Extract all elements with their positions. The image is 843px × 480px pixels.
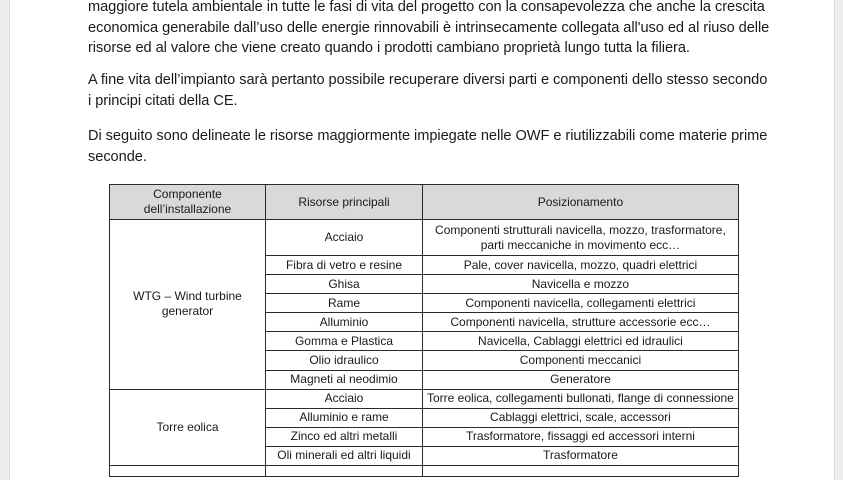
position-cell: Componenti meccanici bbox=[423, 351, 739, 370]
position-cell: Pale, cover navicella, mozzo, quadri elettrici bbox=[423, 256, 739, 275]
paragraph-circular-economy bbox=[88, 0, 770, 59]
header-resources: Risorse principali bbox=[266, 185, 423, 220]
position-cell bbox=[423, 466, 739, 477]
paragraph-line: risorse ed al valore che viene creato quando i prodotti cambiano proprietà lungo tutta la filiera. bbox=[88, 40, 690, 57]
resource-cell: Olio idraulico bbox=[266, 351, 423, 370]
position-cell: Componenti navicella, collegamenti elettrici bbox=[423, 294, 739, 313]
position-line: Componenti strutturali navicella, mozzo, trasformatore, bbox=[435, 222, 726, 237]
component-line: generator bbox=[161, 304, 214, 319]
paragraph-resources-intro bbox=[88, 126, 768, 167]
position-cell: Cablaggi elettrici, scale, accessori bbox=[423, 408, 739, 427]
header-component-line: Componente bbox=[153, 187, 222, 201]
resource-cell: Alluminio bbox=[266, 313, 423, 332]
component-line: WTG – Wind turbine bbox=[133, 289, 242, 304]
paragraph-line: maggiore tutela ambientale in tutte le fasi di vita del progetto con la consapevolezza che anche la crescita bbox=[88, 0, 765, 15]
header-component bbox=[110, 185, 266, 220]
position-cell: Componenti navicella, strutture accessorie ecc… bbox=[423, 313, 739, 332]
paragraph-end-of-life bbox=[88, 70, 768, 111]
resource-cell: Alluminio e rame bbox=[266, 408, 423, 427]
resource-cell: Zinco ed altri metalli bbox=[266, 427, 423, 446]
paragraph-line: economica generabile dall’uso delle energie rinnovabili è intrinsecamente collegata all'uso ed al riuso delle bbox=[88, 19, 770, 36]
resources-table bbox=[109, 184, 739, 477]
table-row bbox=[110, 220, 739, 256]
resource-cell: Ghisa bbox=[266, 275, 423, 294]
resource-cell: Magneti al neodimio bbox=[266, 370, 423, 389]
position-cell: Navicella, Cablaggi elettrici ed idraulici bbox=[423, 332, 739, 351]
header-position: Posizionamento bbox=[423, 185, 739, 220]
paragraph-line: A fine vita dell’impianto sarà pertanto possibile recuperare diversi parti e componenti dello stesso secondo bbox=[88, 72, 768, 88]
component-cell-wtg bbox=[110, 220, 266, 390]
table-row bbox=[110, 389, 739, 408]
table-header-row bbox=[110, 185, 739, 220]
resource-cell: Oli minerali ed altri liquidi bbox=[266, 446, 423, 465]
resource-cell bbox=[266, 466, 423, 477]
resource-cell: Rame bbox=[266, 294, 423, 313]
resource-cell: Acciaio bbox=[266, 389, 423, 408]
resource-cell: Gomma e Plastica bbox=[266, 332, 423, 351]
position-line: parti meccaniche in movimento ecc… bbox=[480, 237, 681, 252]
position-cell: Generatore bbox=[423, 370, 739, 389]
paragraph-line: i principi citati della CE. bbox=[88, 92, 238, 109]
position-cell: Trasformatore, fissaggi ed accessori interni bbox=[423, 427, 739, 446]
component-cell bbox=[110, 466, 266, 477]
position-cell: Navicella e mozzo bbox=[423, 275, 739, 294]
paragraph-line: Di seguito sono delineate le risorse maggiormente impiegate nelle OWF e riutilizzabili come materie prime bbox=[88, 128, 768, 144]
position-cell: Torre eolica, collegamenti bullonati, flange di connessione bbox=[423, 389, 739, 408]
header-component-line: dell’installazione bbox=[143, 202, 232, 216]
position-cell: Trasformatore bbox=[423, 446, 739, 465]
component-cell-tower: Torre eolica bbox=[110, 389, 266, 465]
paragraph-line: seconde. bbox=[88, 148, 147, 165]
table-row-truncated bbox=[110, 466, 739, 477]
position-cell bbox=[423, 220, 739, 256]
resource-cell: Acciaio bbox=[266, 220, 423, 256]
resource-cell: Fibra di vetro e resine bbox=[266, 256, 423, 275]
document-page bbox=[10, 0, 834, 480]
